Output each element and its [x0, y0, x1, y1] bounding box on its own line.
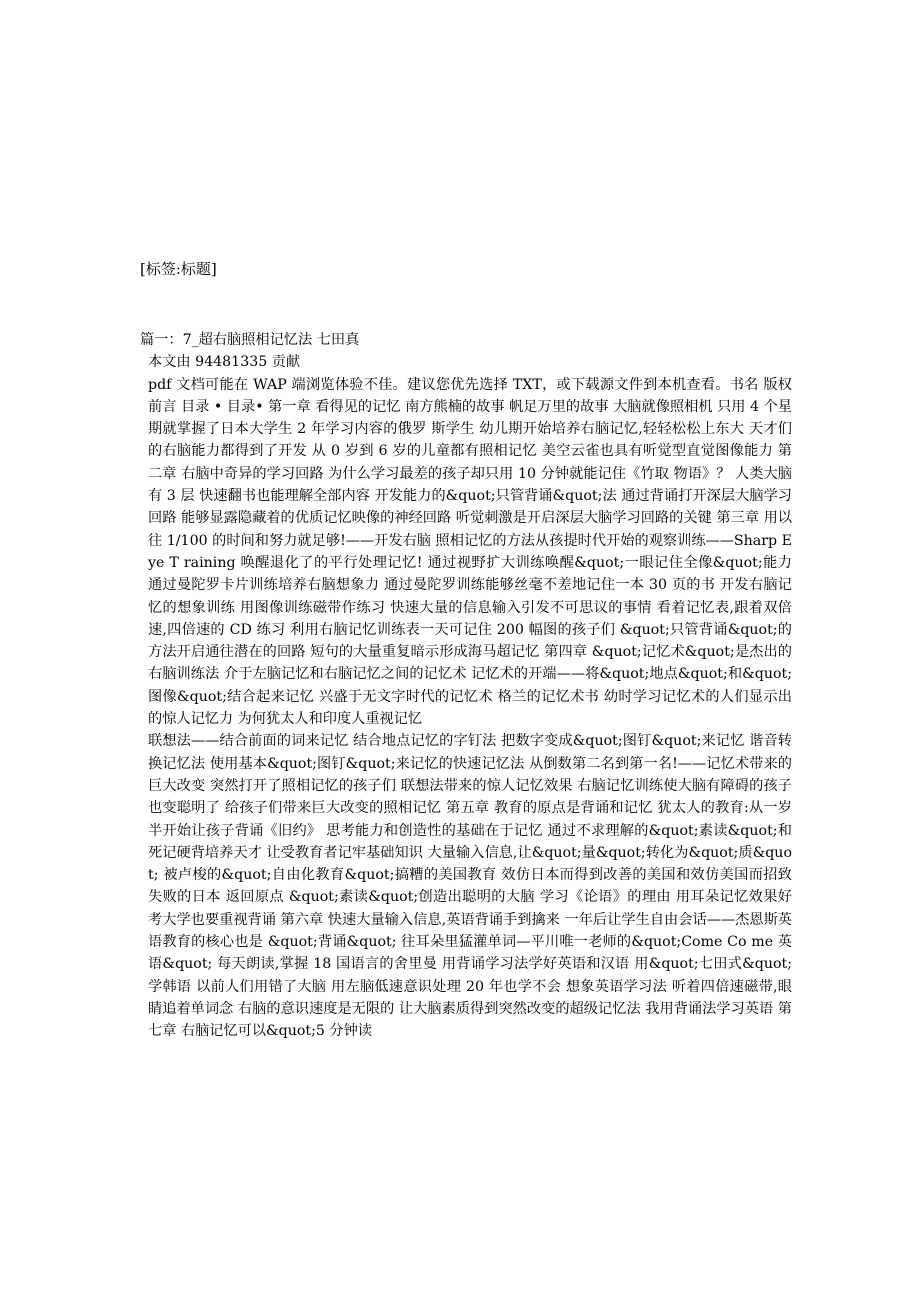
tag-label: [标签:标题] [140, 260, 217, 278]
paragraph-2: 联想法——结合前面的词来记忆 结合地点记忆的字钉法 把数字变成&quot;图钉&quot;来记忆 谐音转换记忆法 使用基本&quot;图钉&quot;来记忆的快速记忆法 从倒数第二名到第一名!——记忆术带来的巨大改变 突然打开了照相记忆的孩子们 联想法带来的惊人记忆效果 右脑记忆训练使大脑有障碍的孩子也变聪明了 给孩子们带来巨大改变的照相记忆 第五章 教育的原点是背诵和记忆 犹太人的教育:从一岁半开始让孩子背诵《旧约》 思考能力和创造性的基础在于记忆 通过不求理解的&quot;素读&quot;和死记硬背培养天才 让受教育者记牢基础知识 大量输入信息,让&quot;量&quot;转化为&quot;质&quot; 被卢梭的&quot;自由化教育&quot;搞糟的美国教育 效仿日本而得到改善的美国和效仿美国而招致失败的日本 返回原点 &quot;素读&quot;创造出聪明的大脑 学习《论语》的理由 用耳朵记忆效果好 考大学也要重视背诵 第六章 快速大量输入信息,英语背诵手到擒来 一年后让学生自由会话——杰恩斯英语教育的核心也是 &quot;背诵&quot; 往耳朵里猛灌单词—平川唯一老师的&quot;Come Co me 英语&quot; 每天朗读,掌握 18 国语言的舍里曼 用背诵学习法学好英语和汉语 用&quot;七田式&quot;学韩语 以前人们用错了大脑 用左脑低速意识处理 20 年也学不会 想象英语学习法 听着四倍速磁带,眼睛追着单词念 右脑的意识速度是无限的 让大脑素质得到突然改变的超级记忆法 我用背诵法学习英语 第七章 右脑记忆可以&quot;5 分钟读 [148, 733, 792, 1040]
article-title: 篇一：7_超右脑照相记忆法 七田真 [140, 332, 360, 348]
contributor-line: 本文由 94481335 贡献 [148, 354, 301, 371]
paragraph-1: pdf 文档可能在 WAP 端浏览体验不佳。建议您优先选择 TXT，或下载源文件到本机查看。书名 版权 前言 目录 • 目录• 第一章 看得见的记忆 南方熊楠的故事 帆足万里的故事 大脑就像照相机 只用 4 个星期就掌握了日本大学生 2 年学习内容的俄罗 斯学生 幼儿期开始培养右脑记忆,轻轻松松上东大 天才们的右脑能力都得到了开发 从 0 岁到 6 岁的儿童都有照相记忆 美空云雀也具有听觉型直觉图像能力 第二章 右脑中奇异的学习回路 为什么学习最差的孩子却只用 10 分钟就能记住《竹取 物语》？ 人类大脑有 3 层 快速翻书也能理解全部内容 开发能力的&quot;只管背诵&quot;法 通过背诵打开深层大脑学习回路 能够显露隐藏着的优质记忆映像的神经回路 听觉刺激是开启深层大脑学习回路的关键 第三章 用以往 1/100 的时间和努力就足够!——开发右脑 照相记忆的方法从孩提时代开始的观察训练——Sharp Eye T raining 唤醒退化了的平行处理记忆! 通过视野扩大训练唤醒&quot;一眼记住全像&quot;能力 通过曼陀罗卡片训练培养右脑想象力 通过曼陀罗训练能够丝毫不差地记住一本 30 页的书 开发右脑记忆的想象训练 用图像训练磁带作练习 快速大量的信息输入引发不可思议的事情 看着记忆表,跟着双倍速,四倍速的 CD 练习 利用右脑记忆训练表一天可记住 200 幅图的孩子们 &quot;只管背诵&quot;的方法开启通往潜在的回路 短句的大量重复暗示形成海马超记忆 第四章 &quot;记忆术&quot;是杰出的右脑训练法 介于左脑记忆和右脑记忆之间的记忆术 记忆术的开端——将&quot;地点&quot;和&quot;图像&quot;结合起来记忆 兴盛于无文字时代的记忆术 格兰的记忆术书 幼时学习记忆术的人们显示出的惊人记忆力 为何犹太人和印度人重视记忆 [148, 376, 792, 728]
article-body [140, 329, 792, 1043]
